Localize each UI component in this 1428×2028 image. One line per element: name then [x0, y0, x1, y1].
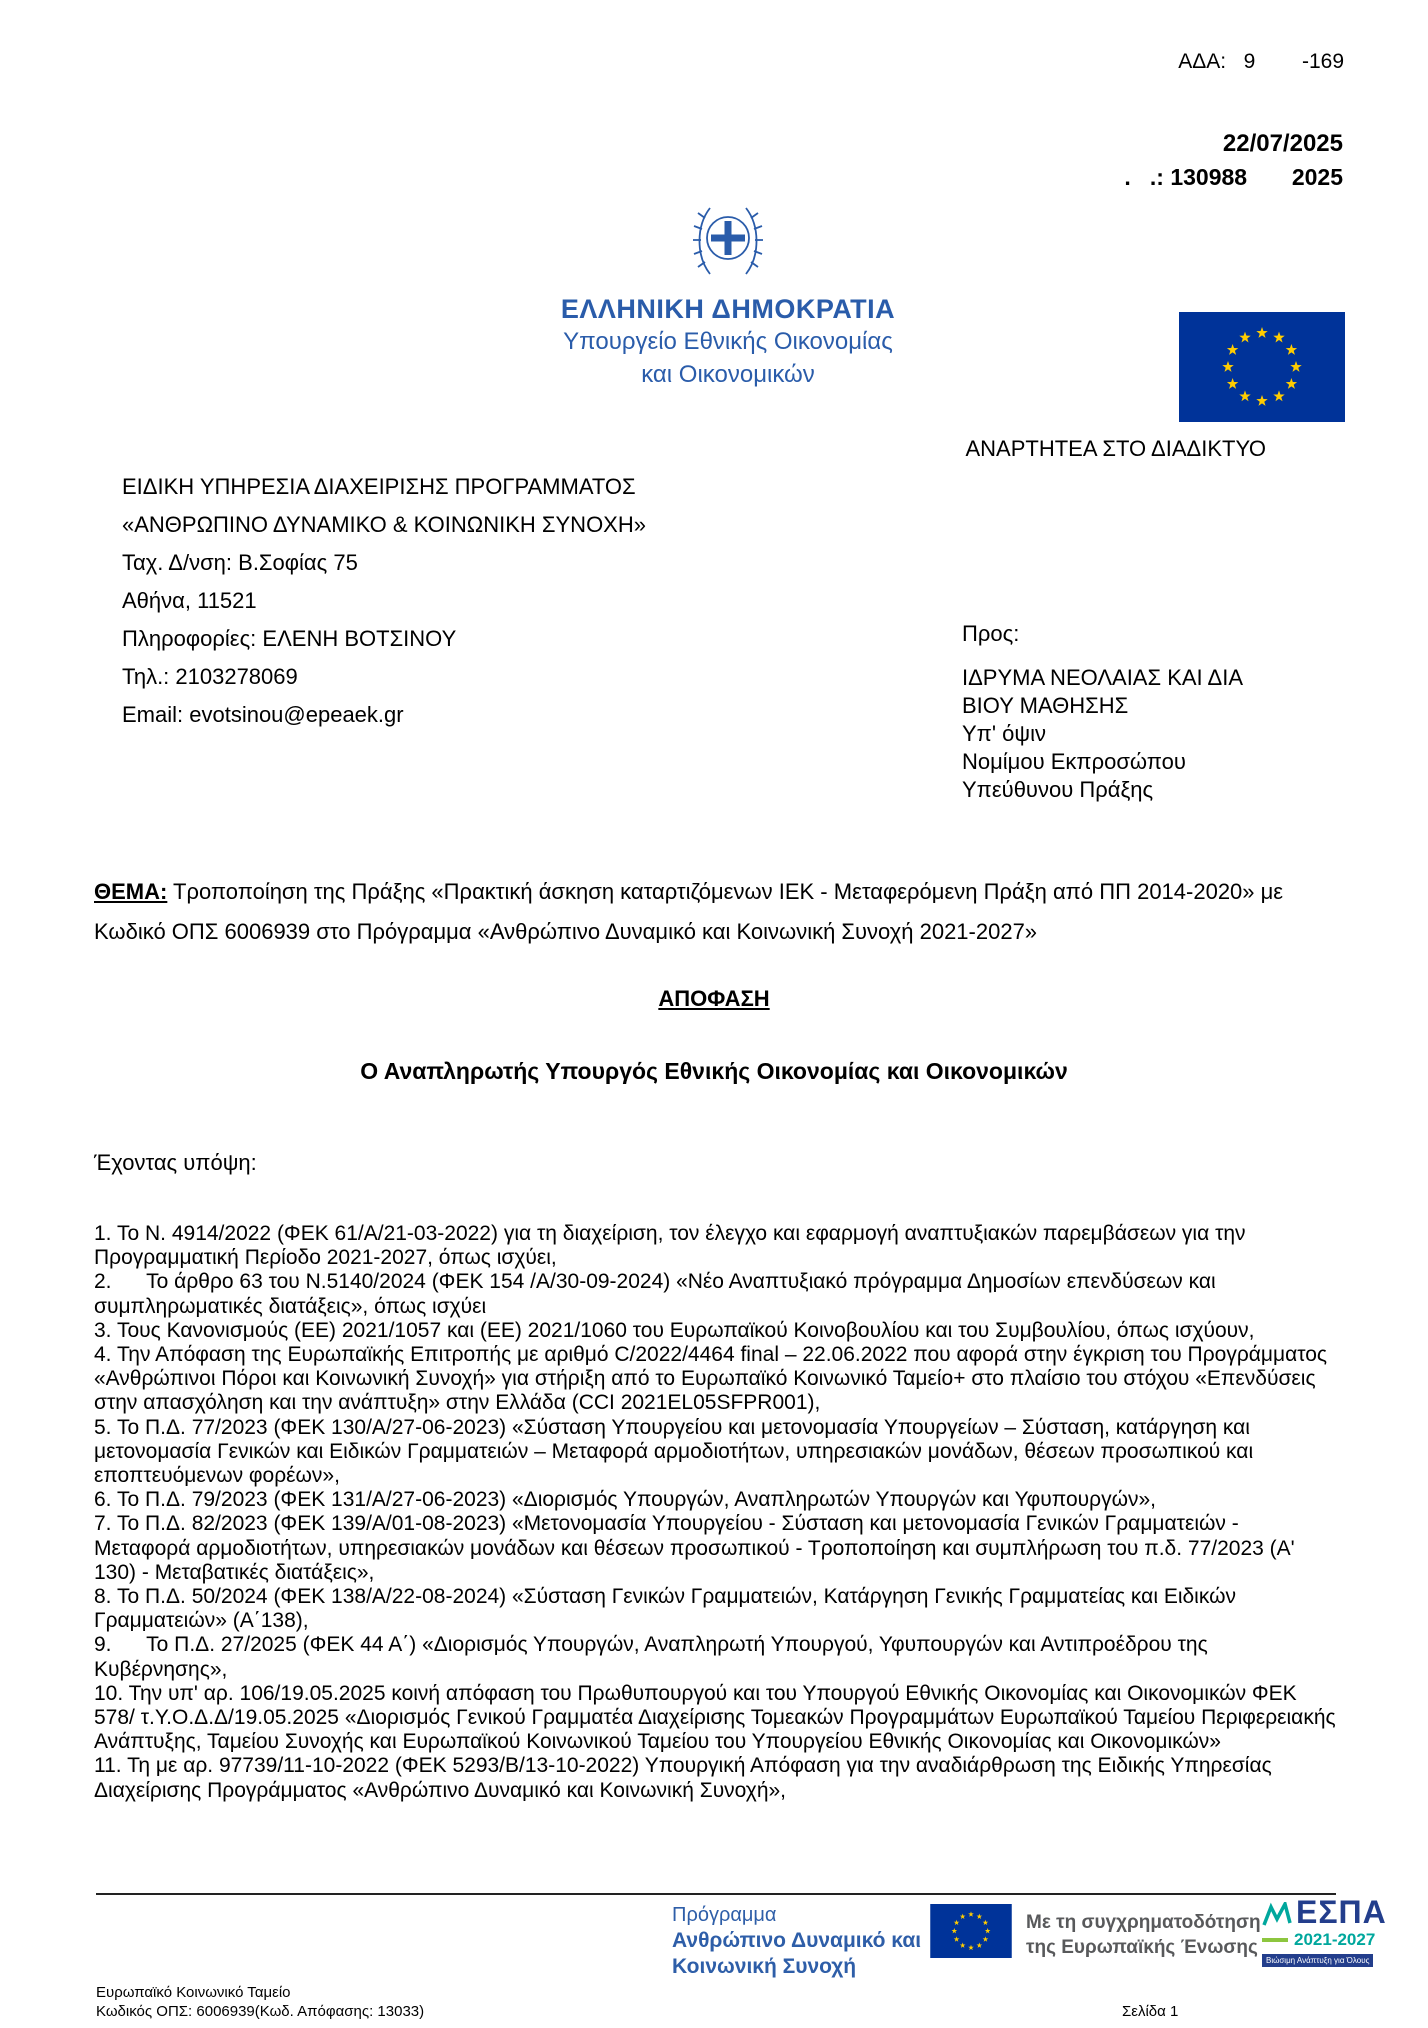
espa-logo [1262, 1896, 1414, 1968]
recipient-attn: Υπ' όψιν [962, 721, 1046, 746]
program-line2: Ανθρώπινο Δυναμικό και [672, 1929, 922, 1952]
sender-block [122, 468, 646, 734]
ministry-line2: και Οικονομικών [641, 361, 815, 388]
protocol-number: . .: 130988 2025 [1124, 164, 1343, 190]
recipient-representative: Νομίμου Εκπροσώπου [962, 749, 1186, 774]
legal-item: 3. Τους Κανονισμούς (ΕΕ) 2021/1057 και (ΕΕ) 2021/1060 του Ευρωπαϊκού Κοινοβουλίου και του Συμβουλίου, όπως ισχύουν, [94, 1318, 1255, 1342]
legal-item: 10. Την υπ' αρ. 106/19.05.2025 κοινή απόφαση του Πρωθυπουργού και του Υπουργού Εθνικής Οικονομίας και Οικονομικών ΦΕΚ 578/ τ.Υ.Ο.Δ.Δ/19.05.2025 «Διορισμός Γενικού Γραμματέα Διαχείρισης Τομεακών Προγραμμάτων Ευρωπαϊκού Ταμείου Περιφερειακής Ανάπτυξης, Ταμείου Συνοχής και Ευρωπαϊκού Κοινωνικού Ταμείου του Υπουργείου Εθνικής Οικονομίας και Οικονομικών» [94, 1681, 1341, 1754]
decision-title: ΑΠΟΦΑΣΗ [658, 986, 770, 1011]
sender-service-line2: «ΑΝΘΡΩΠΙΝΟ ΔΥΝΑΜΙΚΟ & ΚΟΙΝΩΝΙΚΗ ΣΥΝΟΧΗ» [122, 512, 646, 537]
espa-zigzag-icon [1262, 1902, 1292, 1928]
subject-label: ΘΕΜΑ: [94, 879, 168, 904]
sender-service-line1: ΕΙΔΙΚΗ ΥΠΗΡΕΣΙΑ ΔΙΑΧΕΙΡΙΣΗΣ ΠΡΟΓΡΑΜΜΑΤΟΣ [122, 474, 636, 499]
legal-item: 5. Το Π.Δ. 77/2023 (ΦΕΚ 130/Α/27-06-2023) «Σύσταση Υπουργείου και μετονομασία Υπουργείων – Σύσταση, κατάργηση και μετονομασία Γενικών και Ειδικών Γραμματειών – Μεταφορά αρμοδιοτήτων, υπηρεσιακών μονάδων, θέσεων προσωπικού και εποπτευόμενων φορέων», [94, 1415, 1259, 1488]
espa-tagline: Βιώσιμη Ανάπτυξη για Όλους [1262, 1954, 1373, 1967]
legal-item: 9. Το Π.Δ. 27/2025 (ΦΕΚ 44 Α΄) «Διορισμός Υπουργών, Αναπληρωτή Υπουργού, Υφυπουργών και Αντιπροέδρου της Κυβέρνησης», [94, 1633, 1214, 1681]
recipient-label: Προς: [962, 621, 1020, 646]
legal-item: 4. Την Απόφαση της Ευρωπαϊκής Επιτροπής με αριθμό C/2022/4464 final – 22.06.2022 που αφορά στην έγκριση του Προγράμματος «Ανθρώπινοι Πόροι και Κοινωνική Συνοχή» για στήριξη από το Ευρωπαϊκό Κοινωνικό Ταμείο+ στο πλαίσιο του στόχου «Επενδύσεις στην απασχόληση και την ανάπτυξη» στην Ελλάδα (CCI 2021EL05SFPR001), [94, 1343, 1333, 1415]
cofinance-text [1026, 1910, 1261, 1960]
ada-number: ΑΔΑ: 9 -169 [1178, 50, 1344, 73]
program-logo-text [672, 1902, 921, 1980]
legal-item: 2. Το άρθρο 63 του Ν.5140/2024 (ΦΕΚ 154 /Α/30-09-2024) «Νέο Αναπτυξιακό πρόγραμμα Δημοσίων επενδύσεων και συμπληρωματικές διατάξεις», όπως ισχύει [94, 1270, 1222, 1318]
legal-items-list [94, 1222, 1340, 1803]
sender-contact: Πληροφορίες: ΕΛΕΝΗ ΒΟΤΣΙΝΟΥ [122, 626, 457, 651]
having-regard-label: Έχοντας υπόψη: [94, 1150, 257, 1175]
hellenic-republic-emblem-icon [690, 194, 766, 286]
legal-item: 6. Το Π.Δ. 79/2023 (ΦΕΚ 131/Α/27-06-2023) «Διορισμός Υπουργών, Αναπληρωτών Υπουργών και Υφυπουργών», [94, 1488, 1156, 1512]
eu-flag-icon [1179, 312, 1345, 422]
decision-subtitle: Ο Αναπληρωτής Υπουργός Εθνικής Οικονομίας και Οικονομικών [360, 1058, 1068, 1084]
espa-dash [1262, 1938, 1288, 1942]
sender-email: Email: evotsinou@epeaek.gr [122, 702, 404, 727]
eu-flag-footer-icon [930, 1904, 1012, 1958]
subject-text: Τροποποίηση της Πράξης «Πρακτική άσκηση καταρτιζόμενων ΙΕΚ - Μεταφερόμενη Πράξη από ΠΠ 2014-2020» με Κωδικό ΟΠΣ 6006939 στο Πρόγραμμα «Ανθρώπινο Δυναμικό και Κοινωνική Συνοχή 2021-2027» [94, 879, 1290, 944]
footer-ops-code: Κωδικός ΟΠΣ: 6006939(Κωδ. Απόφασης: 13033) [96, 2003, 425, 2020]
recipient-block [962, 620, 1282, 804]
program-line3: Κοινωνική Συνοχή [672, 1955, 857, 1978]
footer-fund-name: Ευρωπαϊκό Κοινωνικό Ταμείο [96, 1984, 291, 2001]
sender-address: Ταχ. Δ/νση: Β.Σοφίας 75 [122, 550, 358, 575]
recipient-responsible: Υπεύθυνου Πράξης [962, 777, 1154, 802]
footer-divider [96, 1893, 1336, 1895]
page-number: Σελίδα 1 [1122, 2003, 1179, 2020]
sender-city: Αθήνα, 11521 [122, 588, 257, 613]
cofinance-line1: Με τη συγχρηματοδότηση [1026, 1912, 1261, 1933]
anartitea-label: ΑΝΑΡΤΗΤΕΑ ΣΤΟ ΔΙΑΔΙΚΤΥΟ [965, 436, 1266, 461]
legal-item: 11. Τη με αρ. 97739/11-10-2022 (ΦΕΚ 5293/Β/13-10-2022) Υπουργική Απόφαση για την αναδιάρθρωση της Ειδικής Υπηρεσίας Διαχείρισης Προγράμματος «Ανθρώπινο Δυναμικό και Κοινωνική Συνοχή», [94, 1754, 1277, 1802]
republic-title: ΕΛΛΗΝΙΚΗ ΔΗΜΟΚΡΑΤΙΑ [560, 294, 896, 324]
recipient-organization: ΙΔΡΥΜΑ ΝΕΟΛΑΙΑΣ ΚΑΙ ΔΙΑ ΒΙΟΥ ΜΑΘΗΣΗΣ [962, 665, 1242, 718]
document-date: 22/07/2025 [1222, 130, 1343, 157]
program-line1: Πρόγραμμα [672, 1904, 777, 1926]
subject-paragraph [94, 872, 1346, 952]
sender-phone: Τηλ.: 2103278069 [122, 664, 298, 689]
legal-item: 8. Το Π.Δ. 50/2024 (ΦΕΚ 138/Α/22-08-2024) «Σύσταση Γενικών Γραμματειών, Κατάργηση Γενικής Γραμματείας και Ειδικών Γραμματειών» (Α΄138), [94, 1585, 1242, 1633]
legal-item: 1. Το Ν. 4914/2022 (ΦΕΚ 61/Α/21-03-2022) για τη διαχείριση, τον έλεγχο και εφαρμογή αναπτυξιακών παρεμβάσεων για την Προγραμματική Περίοδο 2021-2027, όπως ισχύει, [94, 1222, 1252, 1270]
legal-item: 7. Το Π.Δ. 82/2023 (ΦΕΚ 139/Α/01-08-2023) «Μετονομασία Υπουργείου - Σύσταση και μετονομασία Γενικών Γραμματειών - Μεταφορά αρμοδιοτήτων, υπηρεσιακών μονάδων και θέσεων προσωπικού - Τροποποίηση και συμπλήρωση του π.δ. 77/2023 (Α' 130) - Μεταβατικές διατάξεις», [94, 1512, 1301, 1584]
espa-years: 2021-2027 [1294, 1930, 1376, 1949]
cofinance-line2: της Ευρωπαϊκής Ένωσης [1026, 1937, 1258, 1958]
espa-title: ΕΣΠΑ [1296, 1894, 1387, 1930]
ministry-line1: Υπουργείο Εθνικής Οικονομίας [563, 328, 893, 355]
